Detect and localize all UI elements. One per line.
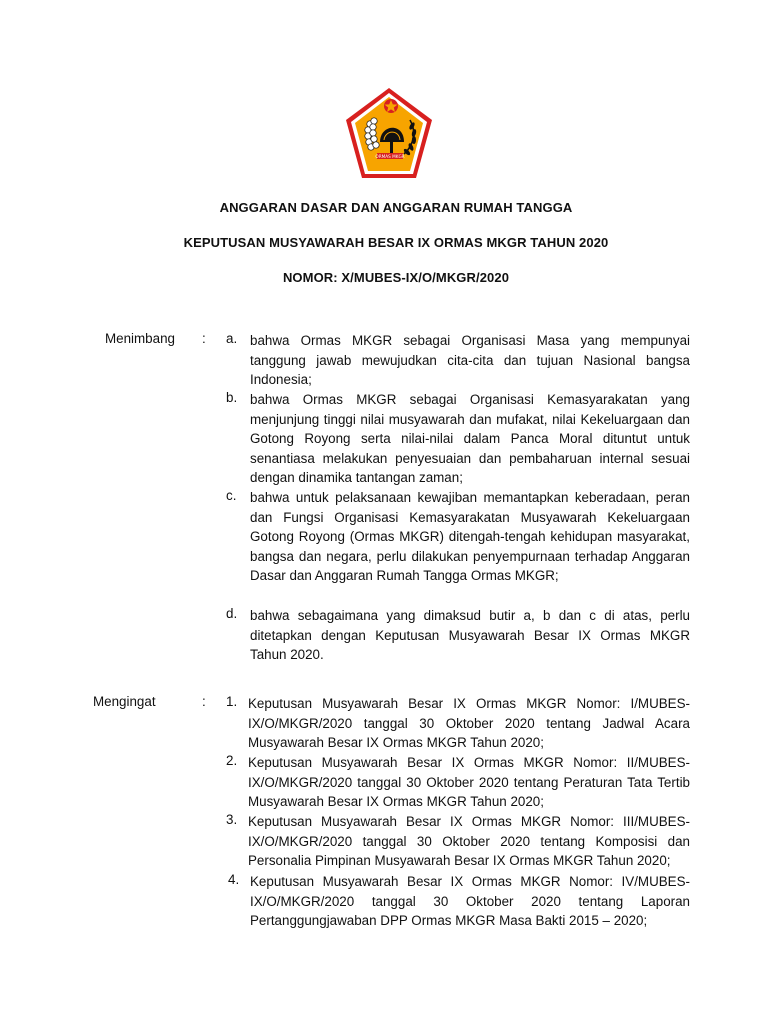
menimbang-colon: :	[202, 331, 206, 346]
mengingat-label: Mengingat	[93, 694, 156, 709]
list-marker: b.	[226, 390, 238, 405]
list-marker: d.	[226, 606, 238, 621]
list-marker: c.	[226, 488, 237, 503]
document-title: ANGGARAN DASAR DAN ANGGARAN RUMAH TANGGA	[219, 200, 573, 215]
menimbang-label: Menimbang	[105, 331, 175, 346]
list-marker: 3.	[226, 812, 238, 827]
list-marker: a.	[226, 331, 238, 346]
list-item-text: Keputusan Musyawarah Besar IX Ormas MKGR Nomor: I/MUBES-IX/O/MKGR/2020 tanggal 30 Oktober 2020 tentang Jadwal Acara Musyawarah Besar IX Ormas MKGR Tahun 2020;	[248, 696, 690, 751]
mengingat-colon: :	[202, 694, 206, 709]
logo-emblem-text: ORMAS MKGR	[375, 153, 405, 159]
list-marker: 4.	[228, 872, 240, 887]
mkgr-logo	[344, 86, 434, 180]
list-item-text: bahwa untuk pelaksanaan kewajiban memantapkan keberadaan, peran dan Fungsi Organisasi Kemasyarakatan Musyawarah Kekeluargaan Gotong Royong (Ormas MKGR) ditengah-tengah kehidupan masyarakat, bangsa dan negara, perlu dilakukan penyempurnaan terhadap Anggaran Dasar dan Anggaran Rumah Tangga Ormas MKGR;	[250, 490, 690, 584]
list-item-text: Keputusan Musyawarah Besar IX Ormas MKGR Nomor: III/MUBES-IX/O/MKGR/2020 tanggal 30 Oktober 2020 tentang Komposisi dan Personalia Pimpinan Musyawarah Besar IX Ormas MKGR Tahun 2020;	[248, 814, 690, 869]
list-item-text: Keputusan Musyawarah Besar IX Ormas MKGR Nomor: II/MUBES-IX/O/MKGR/2020 tanggal 30 Oktober 2020 tentang Peraturan Tata Tertib Musyawarah Besar IX Ormas MKGR Tahun 2020;	[248, 755, 690, 810]
list-item-text: Keputusan Musyawarah Besar IX Ormas MKGR Nomor: IV/MUBES-IX/O/MKGR/2020 tanggal 30 Oktober 2020 tentang Laporan Pertanggungjawaban DPP Ormas MKGR Masa Bakti 2015 – 2020;	[250, 874, 690, 929]
decision-number: NOMOR: X/MUBES-IX/O/MKGR/2020	[282, 270, 510, 285]
list-marker: 1.	[226, 694, 238, 709]
decision-heading: KEPUTUSAN MUSYAWARAH BESAR IX ORMAS MKGR TAHUN 2020	[183, 235, 609, 250]
list-item-text: bahwa sebagaimana yang dimaksud butir a, b dan c di atas, perlu ditetapkan dengan Keputusan Musyawarah Besar IX Ormas MKGR Tahun 2020.	[250, 608, 690, 663]
list-item-text: bahwa Ormas MKGR sebagai Organisasi Masa yang mempunyai tanggung jawab mewujudkan cita-cita dan tujuan Nasional bangsa Indonesia;	[250, 333, 690, 388]
list-item-text: bahwa Ormas MKGR sebagai Organisasi Kemasyarakatan yang menjunjung tinggi nilai musyawarah dan mufakat, nilai Kekeluargaan dan Gotong Royong serta nilai-nilai dalam Panca Moral dituntut untuk senantiasa melakukan penyesuaian dan pembaharuan internal sesuai dengan dinamika tantangan zaman;	[250, 392, 690, 486]
list-marker: 2.	[226, 753, 238, 768]
